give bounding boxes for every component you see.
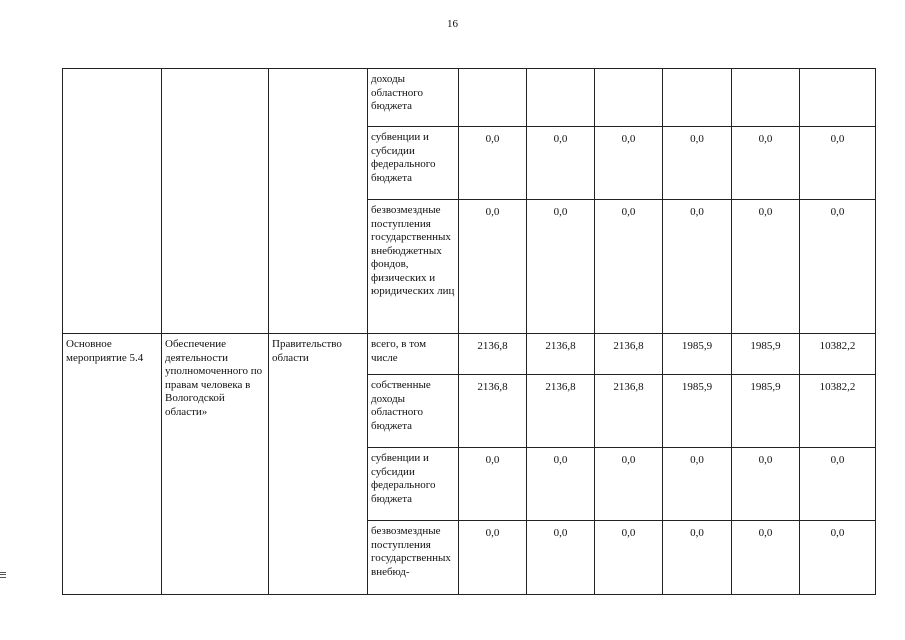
value-cell: 0,0 — [527, 200, 595, 334]
value-cell: 10382,2 — [800, 334, 876, 375]
funding-source-cell: собственные доходы областного бюджета — [368, 375, 459, 448]
value-cell — [527, 69, 595, 127]
funding-source-cell: безвозмездные поступления государственных внебюджетных фондов, физических и юридических лиц — [368, 200, 459, 334]
value-cell — [459, 69, 527, 127]
value-cell: 0,0 — [595, 127, 663, 200]
value-cell: 0,0 — [663, 127, 732, 200]
activity-executor-cell: Правительство области — [269, 334, 368, 595]
funding-source-cell: субвенции и субсидии федерального бюджета — [368, 127, 459, 200]
activity-description-cell: Обеспечение деятельности уполномоченного по правам человека в Вологодской области» — [162, 334, 269, 595]
value-cell: 1985,9 — [732, 334, 800, 375]
value-cell: 0,0 — [663, 521, 732, 595]
value-cell: 0,0 — [732, 127, 800, 200]
value-cell: 10382,2 — [800, 375, 876, 448]
value-cell: 1985,9 — [663, 375, 732, 448]
carried-activity-name-cell — [63, 69, 162, 334]
value-cell: 0,0 — [663, 448, 732, 521]
page-number: 16 — [447, 18, 458, 30]
table-row — [63, 69, 876, 127]
value-cell: 1985,9 — [732, 375, 800, 448]
value-cell: 0,0 — [459, 127, 527, 200]
value-cell: 0,0 — [527, 127, 595, 200]
value-cell: 0,0 — [800, 448, 876, 521]
value-cell — [800, 69, 876, 127]
value-cell: 0,0 — [595, 448, 663, 521]
margin-mark — [0, 572, 6, 578]
value-cell: 2136,8 — [459, 375, 527, 448]
value-cell: 0,0 — [595, 521, 663, 595]
value-cell: 2136,8 — [595, 375, 663, 448]
carried-executor-cell — [269, 69, 368, 334]
value-cell: 2136,8 — [595, 334, 663, 375]
value-cell: 2136,8 — [527, 334, 595, 375]
value-cell: 0,0 — [527, 448, 595, 521]
value-cell: 0,0 — [459, 521, 527, 595]
value-cell — [663, 69, 732, 127]
value-cell: 0,0 — [800, 521, 876, 595]
value-cell: 2136,8 — [527, 375, 595, 448]
funding-source-cell: всего, в том числе — [368, 334, 459, 375]
value-cell: 0,0 — [732, 448, 800, 521]
value-cell: 0,0 — [527, 521, 595, 595]
value-cell: 0,0 — [663, 200, 732, 334]
table-row — [63, 334, 876, 375]
value-cell: 0,0 — [459, 448, 527, 521]
funding-source-cell: субвенции и субсидии федерального бюджета — [368, 448, 459, 521]
funding-source-cell: безвозмездные поступления государственных внебюд- — [368, 521, 459, 595]
value-cell — [732, 69, 800, 127]
value-cell: 0,0 — [732, 521, 800, 595]
budget-table — [62, 68, 876, 595]
value-cell: 0,0 — [800, 127, 876, 200]
activity-name-cell: Основное мероприятие 5.4 — [63, 334, 162, 595]
value-cell: 2136,8 — [459, 334, 527, 375]
value-cell: 0,0 — [595, 200, 663, 334]
value-cell: 1985,9 — [663, 334, 732, 375]
funding-source-cell: доходы областного бюджета — [368, 69, 459, 127]
value-cell: 0,0 — [800, 200, 876, 334]
value-cell — [595, 69, 663, 127]
value-cell: 0,0 — [459, 200, 527, 334]
value-cell: 0,0 — [732, 200, 800, 334]
carried-activity-description-cell — [162, 69, 269, 334]
